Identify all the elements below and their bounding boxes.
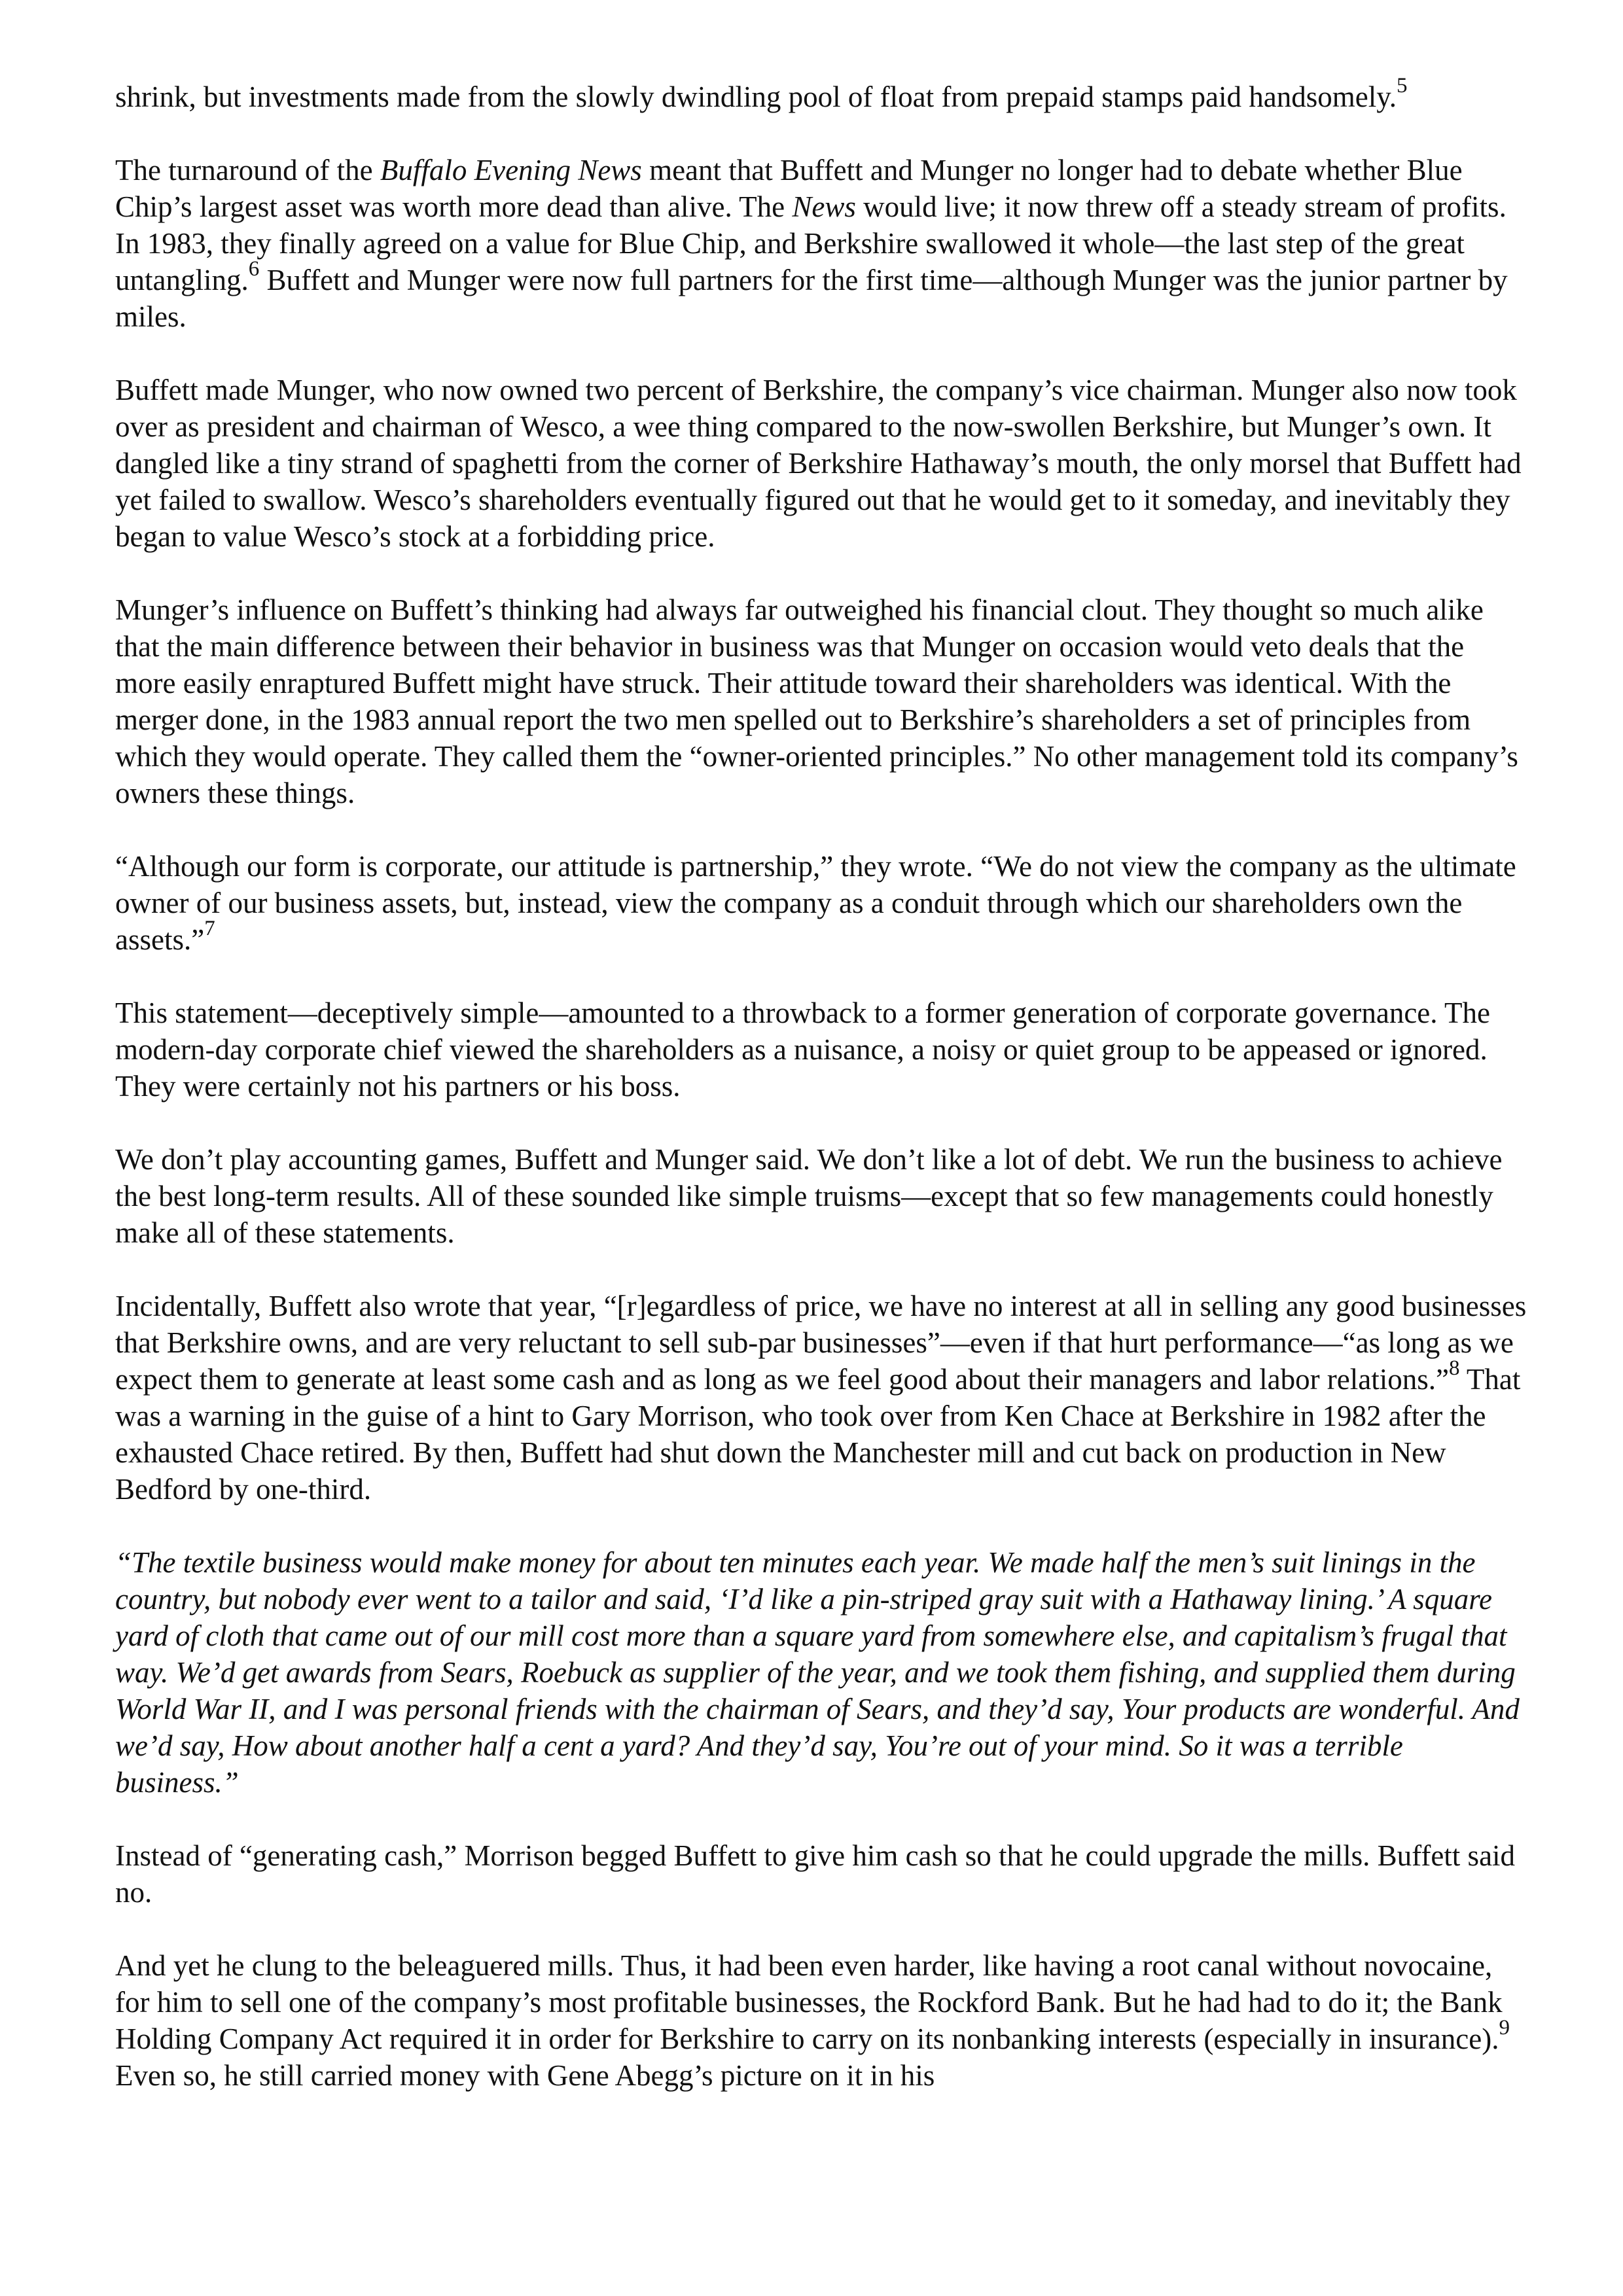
text-run: Even so, he still carried money with Gene Abegg’s picture on it in his bbox=[115, 2059, 935, 2092]
text-run: That was a warning in the guise of a hint to Gary Morrison, who took over from Ken Chace at Berkshire in 1982 after the exhausted Chace retired. By then, Buffett had shut down the Manchester mill and cut back on production in New Bedford by one-third. bbox=[115, 1363, 1521, 1506]
body-paragraph bbox=[115, 995, 1529, 1104]
text-run: “The textile business would make money for about ten minutes each year. We made half the men’s suit linings in the country, but nobody ever went to a tailor and said, ‘I’d like a pin-striped gray suit with a Hathaway lining.’ A square yard of cloth that came out of our mill cost more than a square yard from somewhere else, and capitalism’s frugal that way. We’d get awards from Sears, Roebuck as supplier of the year, and we took them fishing, and supplied them during World War II, and I was personal friends with the chairman of Sears, and they’d say, Your products are wonderful. And we’d say, How about another half a cent a yard? And they’d say, You’re out of your mind. So it was a terrible business.” bbox=[115, 1546, 1520, 1799]
footnote-marker: 8 bbox=[1449, 1356, 1460, 1380]
body-paragraph bbox=[115, 152, 1529, 335]
text-run: meant that Buffett and Munger no longer had to debate whether Blue Chip’s largest asset was worth more dead than alive. The bbox=[115, 154, 1463, 223]
text-run: Munger’s influence on Buffett’s thinking had always far outweighed his financial clout. They thought so much alike that the main difference between their behavior in business was that Munger on occasion would veto deals that the more easily enraptured Buffett might have struck. Their attitude toward their shareholders was identical. With the merger done, in the 1983 annual report the two men spelled out to Berkshire’s shareholders a set of principles from which they would operate. They called them the “owner-oriented principles.” No other management told its company’s owners these things. bbox=[115, 593, 1518, 809]
document-page bbox=[115, 74, 1529, 2130]
text-run: shrink, but investments made from the slowly dwindling pool of float from prepaid stamps paid handsomely. bbox=[115, 80, 1397, 113]
block-quote-paragraph bbox=[115, 1544, 1529, 1801]
body-paragraph bbox=[115, 1141, 1529, 1251]
text-run: Instead of “generating cash,” Morrison begged Buffett to give him cash so that he could upgrade the mills. Buffett said no. bbox=[115, 1839, 1516, 1909]
text-run: “Although our form is corporate, our attitude is partnership,” they wrote. “We do not view the company as the ultimate owner of our business assets, but, instead, view the company as a conduit through which our shareholders own the assets.” bbox=[115, 850, 1516, 956]
text-run: This statement—deceptively simple—amounted to a throwback to a former generation of corporate governance. The modern-day corporate chief viewed the shareholders as a nuisance, a noisy or quiet group to be appeased or ignored. They were certainly not his partners or his boss. bbox=[115, 997, 1490, 1103]
text-run: Buffett made Munger, who now owned two percent of Berkshire, the company’s vice chairman. Munger also now took over as president and chairman of Wesco, a wee thing compared to the now-swollen Berkshire, but Munger’s own. It dangled like a tiny strand of spaghetti from the corner of Berkshire Hathaway’s mouth, the only morsel that Buffett had yet failed to swallow. Wesco’s shareholders eventually figured out that he would get to it someday, and inevitably they began to value Wesco’s stock at a forbidding price. bbox=[115, 374, 1522, 553]
text-run: The turnaround of the bbox=[115, 154, 380, 186]
body-paragraph bbox=[115, 1288, 1529, 1508]
body-paragraph bbox=[115, 592, 1529, 811]
footnote-marker: 6 bbox=[248, 257, 260, 281]
italic-title: News bbox=[792, 190, 856, 223]
body-paragraph bbox=[115, 1837, 1529, 1911]
body-paragraph bbox=[115, 74, 1529, 115]
footnote-marker: 7 bbox=[204, 917, 215, 940]
italic-title: Buffalo Evening News bbox=[380, 154, 642, 186]
text-run: We don’t play accounting games, Buffett and Munger said. We don’t like a lot of debt. We run the business to achieve the best long-term results. All of these sounded like simple truisms—except that so few managements could honestly make all of these statements. bbox=[115, 1143, 1503, 1249]
body-paragraph bbox=[115, 372, 1529, 555]
text-run: Incidentally, Buffett also wrote that year, “[r]egardless of price, we have no interest at all in selling any good businesses that Berkshire owns, and are very reluctant to sell sub-par businesses”—even if that hurt performance—“as long as we expect them to generate at least some cash and as long as we feel good about their managers and labor relations.” bbox=[115, 1290, 1527, 1396]
text-run: would live; it now threw off a steady stream of profits. In 1983, they finally agreed on a value for Blue Chip, and Berkshire swallowed it whole—the last step of the great untangling. bbox=[115, 190, 1507, 296]
text-run: And yet he clung to the beleaguered mills. Thus, it had been even harder, like having a root canal without novocaine, for him to sell one of the company’s most profitable businesses, the Rockford Bank. But he had had to do it; the Bank Holding Company Act required it in order for Berkshire to carry on its nonbanking interests (especially in insurance). bbox=[115, 1949, 1503, 2055]
body-paragraph bbox=[115, 1947, 1529, 2094]
footnote-marker: 9 bbox=[1499, 2016, 1510, 2040]
text-run: Buffett and Munger were now full partners for the first time—although Munger was the junior partner by miles. bbox=[115, 264, 1508, 333]
footnote-marker: 5 bbox=[1397, 74, 1408, 97]
body-paragraph bbox=[115, 848, 1529, 958]
